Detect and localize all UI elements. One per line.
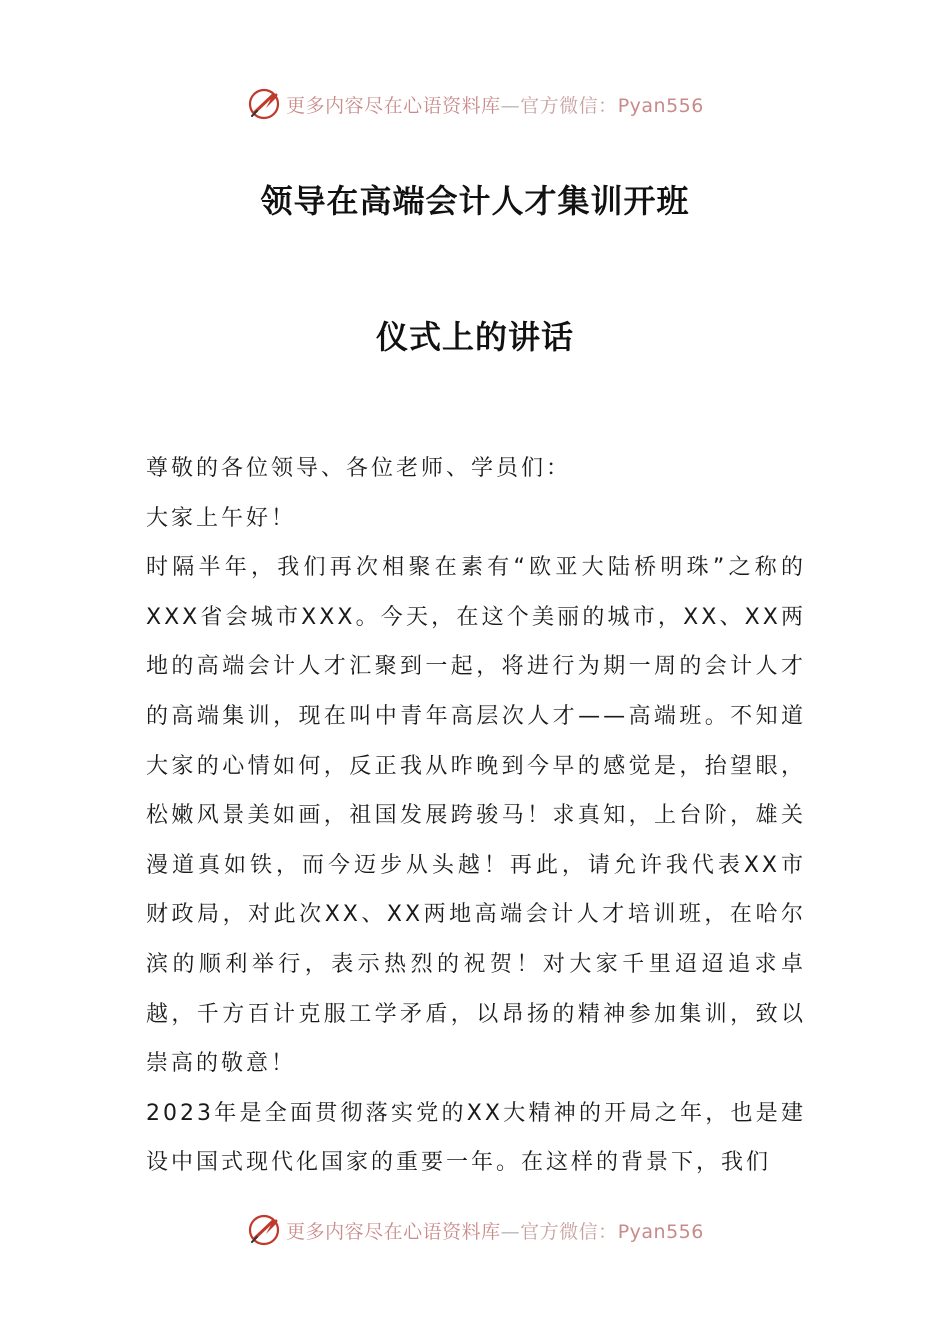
banner-site-name: 更多内容尽在心语资料库 <box>286 1220 501 1243</box>
header-banner <box>0 84 950 124</box>
speech-body <box>146 444 806 1188</box>
quill-pen-logo-icon <box>246 1212 282 1248</box>
banner-text <box>286 91 704 118</box>
document-title-line-2: 仪式上的讲话 <box>375 318 574 356</box>
banner-separator: — <box>500 1220 521 1243</box>
paragraph-2: 2023年是全面贯彻落实党的XX大精神的开局之年，也是建设中国式现代化国家的重要一年。在这样的背景下，我们 <box>146 1100 806 1176</box>
footer-banner <box>0 1210 950 1250</box>
quill-pen-logo-icon <box>246 86 282 122</box>
banner-wechat-id: Pyan556 <box>617 1220 704 1243</box>
banner-wechat-id: Pyan556 <box>617 94 704 117</box>
banner-site-name: 更多内容尽在心语资料库 <box>286 94 501 117</box>
banner-text <box>286 1217 704 1244</box>
banner-wechat-label: 官方微信： <box>520 94 618 117</box>
banner-wechat-label: 官方微信： <box>520 1220 618 1243</box>
salutation: 尊敬的各位领导、各位老师、学员们： <box>146 456 572 481</box>
paragraph-1: 时隔半年，我们再次相聚在素有“欧亚大陆桥明珠”之称的XXX省会城市XXX。今天，在这个美丽的城市，XX、XX两地的高端会计人才汇聚到一起，将进行为期一周的会计人才的高端集训，现在叫中青年高层次人才——高端班。不知道大家的心情如何，反正我从昨晚到今早的感觉是，抬望眼，松嫩风景美如画，祖国发展跨骏马！求真知，上台阶，雄关漫道真如铁，而今迈步从头越！再此，请允许我代表XX市财政局，对此次XX、XX两地高端会计人才培训班，在哈尔滨的顺利举行，表示热烈的祝贺！对大家千里迢迢追求卓越，千方百计克服工学矛盾，以昂扬的精神参加集训，致以崇高的敬意！ <box>146 555 806 1077</box>
banner-separator: — <box>500 94 521 117</box>
greeting: 大家上午好！ <box>146 505 297 531</box>
document-title-line-1: 领导在高端会计人才集训开班 <box>260 182 690 220</box>
